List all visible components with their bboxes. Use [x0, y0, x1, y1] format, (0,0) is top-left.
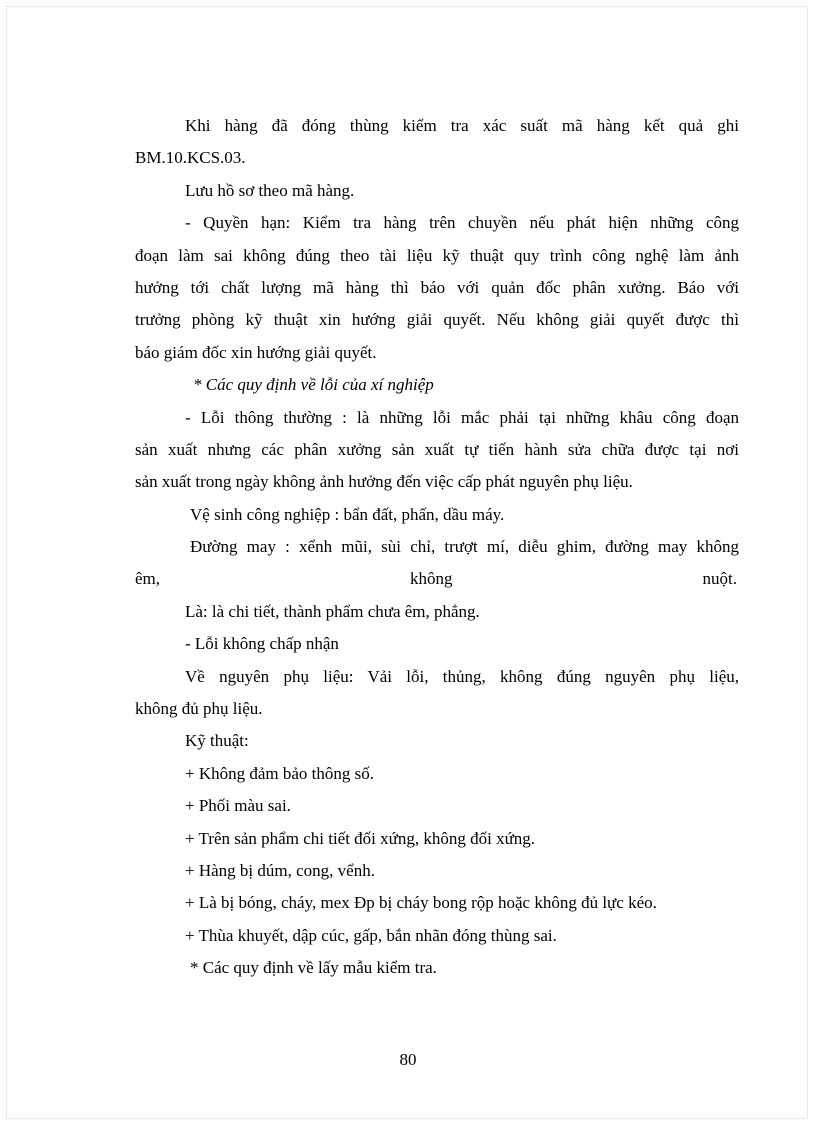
- list-item: + Là bị bóng, cháy, mex Đp bị cháy bong rộp hoặc không đủ lực kéo.: [185, 893, 657, 913]
- text-line: sản xuất trong ngày không ảnh hưởng đến việc cấp phát nguyên phụ liệu.: [135, 472, 633, 492]
- text-line: báo giám đốc xin hướng giải quyết.: [135, 342, 377, 362]
- list-item: + Trên sản phẩm chi tiết đối xứng, không đối xứng.: [185, 828, 536, 848]
- list-item: + Không đảm bảo thông số.: [185, 763, 375, 783]
- text-line: BM.10.KCS.03.: [135, 148, 246, 168]
- text-line: hưởng tới chất lượng mã hàng thì báo với quản đốc phân xưởng. Báo với: [135, 277, 739, 297]
- spread-word: không: [410, 569, 453, 589]
- text-line: - Quyền hạn: Kiểm tra hàng trên chuyền nếu phát hiện những công: [185, 213, 739, 233]
- document-body: [135, 110, 739, 985]
- text-line: Vệ sinh công nghiệp : bẩn đất, phấn, dầu máy.: [190, 504, 505, 524]
- text-line: Khi hàng đã đóng thùng kiểm tra xác suất mã hàng kết quả ghi: [185, 116, 739, 135]
- text-line: không đủ phụ liệu.: [135, 699, 263, 719]
- text-line: Kỹ thuật:: [185, 731, 249, 751]
- list-item: + Phối màu sai.: [185, 796, 291, 816]
- list-item: + Hàng bị dúm, cong, vểnh.: [185, 860, 375, 880]
- text-line: - Lỗi thông thường : là những lỗi mắc phải tại những khâu công đoạn: [185, 407, 739, 427]
- text-line: trưởng phòng kỹ thuật xin hướng giải quyết. Nếu không giải quyết được thì: [135, 310, 739, 330]
- text-line: Lưu hồ sơ theo mã hàng.: [185, 180, 355, 200]
- spread-line: [135, 563, 739, 595]
- spread-word: nuột.: [702, 569, 737, 589]
- text-line: sản xuất nhưng các phân xưởng sản xuất tự tiến hành sửa chữa được tại nơi: [135, 439, 739, 459]
- section-heading: * Các quy định về lấy mẫu kiểm tra.: [190, 958, 437, 978]
- text-line: đoạn làm sai không đúng theo tài liệu kỹ thuật quy trình công nghệ làm ảnh: [135, 245, 739, 265]
- list-item: + Thùa khuyết, dập cúc, gấp, bắn nhãn đóng thùng sai.: [185, 925, 557, 945]
- section-heading: * Các quy định về lỗi của xí nghiệp: [193, 375, 434, 395]
- text-line: Về nguyên phụ liệu: Vải lỗi, thủng, không đúng nguyên phụ liệu,: [185, 666, 739, 686]
- section-heading: - Lỗi không chấp nhận: [185, 634, 339, 654]
- page-number: 80: [399, 1050, 417, 1069]
- text-line: Là: là chi tiết, thành phẩm chưa êm, phẳng.: [185, 601, 480, 621]
- text-line: Đường may : xểnh mũi, sùi chỉ, trượt mí, diễu ghim, đường may không: [190, 537, 739, 557]
- spread-word: êm,: [135, 569, 161, 589]
